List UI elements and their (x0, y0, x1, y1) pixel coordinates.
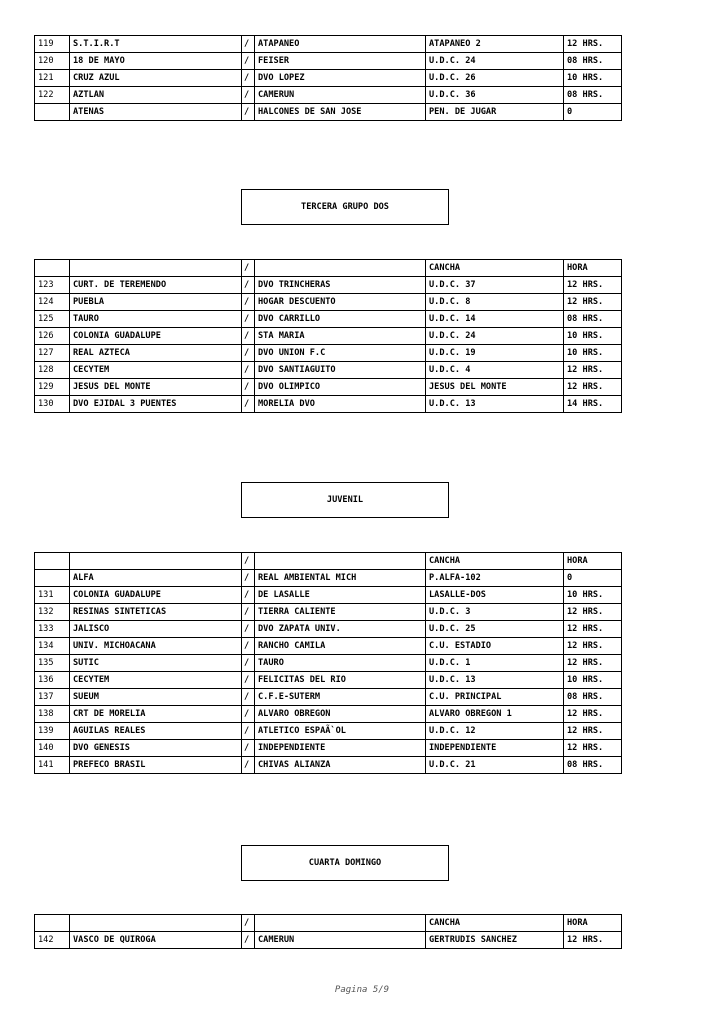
cell-time: 12 HRS. (564, 294, 622, 311)
cell-num (35, 570, 70, 587)
cell-num: 135 (35, 655, 70, 672)
cell-num: 130 (35, 396, 70, 413)
cell-sep: / (242, 915, 255, 932)
cell-time: 08 HRS. (564, 87, 622, 104)
section-title-juvenil: JUVENIL (241, 482, 449, 518)
cell-num: 133 (35, 621, 70, 638)
cell-num: 120 (35, 53, 70, 70)
cell-num: 121 (35, 70, 70, 87)
table-row (35, 638, 622, 655)
cell-num: 128 (35, 362, 70, 379)
cell-sep: / (242, 672, 255, 689)
cell-sep: / (242, 638, 255, 655)
cell-away: RANCHO CAMILA (255, 638, 426, 655)
cell-field: INDEPENDIENTE (426, 740, 564, 757)
table-row (35, 604, 622, 621)
cell-time: 08 HRS. (564, 311, 622, 328)
table-row (35, 621, 622, 638)
cell-sep: / (242, 706, 255, 723)
cell-field: GERTRUDIS SANCHEZ (426, 932, 564, 949)
cell-time: 08 HRS. (564, 757, 622, 774)
cell-away: ATAPANEO (255, 36, 426, 53)
cell-away: CHIVAS ALIANZA (255, 757, 426, 774)
cell-home: DVO GENESIS (70, 740, 242, 757)
cell-home: REAL AZTECA (70, 345, 242, 362)
cell-field: LASALLE-DOS (426, 587, 564, 604)
cell-sep: / (242, 655, 255, 672)
cell-away: DVO OLIMPICO (255, 379, 426, 396)
cell-away: TIERRA CALIENTE (255, 604, 426, 621)
cell-home (70, 553, 242, 570)
fixtures-table-continued (34, 35, 622, 121)
cell-home: JALISCO (70, 621, 242, 638)
table-row (35, 757, 622, 774)
table-row (35, 87, 622, 104)
table-row (35, 53, 622, 70)
cell-home: AZTLAN (70, 87, 242, 104)
cell-home (70, 915, 242, 932)
table-header-row (35, 260, 622, 277)
cell-home: TAURO (70, 311, 242, 328)
cell-num: 132 (35, 604, 70, 621)
cell-time: 12 HRS. (564, 604, 622, 621)
cell-num: 125 (35, 311, 70, 328)
cell-num (35, 260, 70, 277)
cell-away: DVO UNION F.C (255, 345, 426, 362)
cell-time: 12 HRS. (564, 723, 622, 740)
cell-field: U.D.C. 13 (426, 396, 564, 413)
cell-time: 10 HRS. (564, 345, 622, 362)
cell-field: U.D.C. 1 (426, 655, 564, 672)
cell-away: STA MARIA (255, 328, 426, 345)
table-row (35, 672, 622, 689)
cell-home: ALFA (70, 570, 242, 587)
cell-home: S.T.I.R.T (70, 36, 242, 53)
cell-field: U.D.C. 21 (426, 757, 564, 774)
cell-home: 18 DE MAYO (70, 53, 242, 70)
cell-time: 12 HRS. (564, 379, 622, 396)
cell-away: DVO CARRILLO (255, 311, 426, 328)
cell-away: DVO SANTIAGUITO (255, 362, 426, 379)
table-row (35, 396, 622, 413)
cell-home: SUTIC (70, 655, 242, 672)
table-row (35, 379, 622, 396)
cell-field: U.D.C. 24 (426, 53, 564, 70)
cell-time: 10 HRS. (564, 587, 622, 604)
cell-home: CECYTEM (70, 362, 242, 379)
section-title-tercera-grupo-dos: TERCERA GRUPO DOS (241, 189, 449, 225)
cell-time: 10 HRS. (564, 328, 622, 345)
cell-num: 127 (35, 345, 70, 362)
cell-sep: / (242, 328, 255, 345)
cell-time: HORA (564, 553, 622, 570)
table-row (35, 706, 622, 723)
cell-home: RESINAS SINTETICAS (70, 604, 242, 621)
cell-away: REAL AMBIENTAL MICH (255, 570, 426, 587)
cell-sep: / (242, 553, 255, 570)
cell-field: JESUS DEL MONTE (426, 379, 564, 396)
page-number: Pagina 5/9 (334, 985, 390, 995)
table-row (35, 345, 622, 362)
cell-num: 124 (35, 294, 70, 311)
fixtures-table-cuarta-domingo (34, 914, 622, 949)
cell-time: 12 HRS. (564, 362, 622, 379)
cell-num (35, 104, 70, 121)
cell-field: CANCHA (426, 915, 564, 932)
cell-num: 139 (35, 723, 70, 740)
cell-field: U.D.C. 36 (426, 87, 564, 104)
cell-time: 0 (564, 104, 622, 121)
cell-away: DVO TRINCHERAS (255, 277, 426, 294)
cell-time: 12 HRS. (564, 621, 622, 638)
cell-away: ALVARO OBREGON (255, 706, 426, 723)
cell-time: 10 HRS. (564, 70, 622, 87)
cell-time: 12 HRS. (564, 655, 622, 672)
cell-away: C.F.E-SUTERM (255, 689, 426, 706)
cell-time: 0 (564, 570, 622, 587)
cell-sep: / (242, 740, 255, 757)
cell-home: UNIV. MICHOACANA (70, 638, 242, 655)
table-row (35, 277, 622, 294)
cell-away: ATLETICO ESPAÃ`OL (255, 723, 426, 740)
cell-field: ALVARO OBREGON 1 (426, 706, 564, 723)
cell-num: 142 (35, 932, 70, 949)
section-title-cuarta-domingo: CUARTA DOMINGO (241, 845, 449, 881)
table-row (35, 723, 622, 740)
cell-home: PREFECO BRASIL (70, 757, 242, 774)
cell-field: P.ALFA-102 (426, 570, 564, 587)
cell-field: U.D.C. 3 (426, 604, 564, 621)
cell-num: 131 (35, 587, 70, 604)
cell-home: JESUS DEL MONTE (70, 379, 242, 396)
cell-sep: / (242, 345, 255, 362)
cell-away: FELICITAS DEL RIO (255, 672, 426, 689)
cell-sep: / (242, 294, 255, 311)
cell-away: CAMERUN (255, 87, 426, 104)
cell-field: U.D.C. 19 (426, 345, 564, 362)
cell-num: 122 (35, 87, 70, 104)
cell-away: FEISER (255, 53, 426, 70)
cell-field: U.D.C. 25 (426, 621, 564, 638)
cell-away (255, 915, 426, 932)
cell-home: CECYTEM (70, 672, 242, 689)
cell-time: 12 HRS. (564, 277, 622, 294)
cell-field: C.U. PRINCIPAL (426, 689, 564, 706)
cell-home: VASCO DE QUIROGA (70, 932, 242, 949)
cell-field: U.D.C. 37 (426, 277, 564, 294)
cell-sep: / (242, 587, 255, 604)
cell-home: ATENAS (70, 104, 242, 121)
cell-sep: / (242, 362, 255, 379)
table-row (35, 362, 622, 379)
cell-field: U.D.C. 13 (426, 672, 564, 689)
table-row (35, 328, 622, 345)
cell-num: 138 (35, 706, 70, 723)
fixtures-table-tercera-grupo-dos (34, 259, 622, 413)
cell-time: 14 HRS. (564, 396, 622, 413)
cell-home: PUEBLA (70, 294, 242, 311)
cell-away (255, 260, 426, 277)
fixtures-table-juvenil (34, 552, 622, 774)
table-row (35, 587, 622, 604)
cell-time: 12 HRS. (564, 36, 622, 53)
cell-home: SUEUM (70, 689, 242, 706)
cell-field: U.D.C. 26 (426, 70, 564, 87)
cell-num (35, 553, 70, 570)
table-row (35, 689, 622, 706)
cell-sep: / (242, 570, 255, 587)
cell-sep: / (242, 621, 255, 638)
cell-sep: / (242, 104, 255, 121)
cell-sep: / (242, 723, 255, 740)
cell-away: MORELIA DVO (255, 396, 426, 413)
cell-away: CAMERUN (255, 932, 426, 949)
cell-away: HALCONES DE SAN JOSE (255, 104, 426, 121)
cell-away: HOGAR DESCUENTO (255, 294, 426, 311)
cell-time: 10 HRS. (564, 672, 622, 689)
table-header-row (35, 553, 622, 570)
table-row (35, 70, 622, 87)
cell-away: DE LASALLE (255, 587, 426, 604)
table-row (35, 570, 622, 587)
table-row (35, 294, 622, 311)
cell-time: 08 HRS. (564, 689, 622, 706)
cell-num: 134 (35, 638, 70, 655)
cell-num: 129 (35, 379, 70, 396)
cell-time: 12 HRS. (564, 638, 622, 655)
cell-field: ATAPANEO 2 (426, 36, 564, 53)
cell-time: HORA (564, 260, 622, 277)
cell-sep: / (242, 87, 255, 104)
cell-away: INDEPENDIENTE (255, 740, 426, 757)
cell-sep: / (242, 757, 255, 774)
cell-sep: / (242, 53, 255, 70)
cell-sep: / (242, 277, 255, 294)
cell-sep: / (242, 379, 255, 396)
cell-sep: / (242, 932, 255, 949)
cell-away (255, 553, 426, 570)
cell-field: U.D.C. 14 (426, 311, 564, 328)
cell-time: 12 HRS. (564, 740, 622, 757)
cell-time: 08 HRS. (564, 53, 622, 70)
table-row (35, 36, 622, 53)
table-row (35, 311, 622, 328)
cell-home (70, 260, 242, 277)
cell-field: C.U. ESTADIO (426, 638, 564, 655)
cell-home: CRT DE MORELIA (70, 706, 242, 723)
cell-field: CANCHA (426, 260, 564, 277)
cell-field: PEN. DE JUGAR (426, 104, 564, 121)
cell-num: 136 (35, 672, 70, 689)
cell-sep: / (242, 689, 255, 706)
cell-home: DVO EJIDAL 3 PUENTES (70, 396, 242, 413)
cell-field: U.D.C. 4 (426, 362, 564, 379)
table-header-row (35, 915, 622, 932)
cell-sep: / (242, 36, 255, 53)
cell-num: 141 (35, 757, 70, 774)
cell-away: DVO LOPEZ (255, 70, 426, 87)
cell-time: 12 HRS. (564, 706, 622, 723)
cell-field: CANCHA (426, 553, 564, 570)
cell-num: 119 (35, 36, 70, 53)
table-row (35, 104, 622, 121)
cell-time: HORA (564, 915, 622, 932)
cell-sep: / (242, 396, 255, 413)
table-row (35, 740, 622, 757)
cell-home: CRUZ AZUL (70, 70, 242, 87)
cell-home: COLONIA GUADALUPE (70, 328, 242, 345)
cell-away: DVO ZAPATA UNIV. (255, 621, 426, 638)
cell-home: AGUILAS REALES (70, 723, 242, 740)
cell-field: U.D.C. 24 (426, 328, 564, 345)
cell-time: 12 HRS. (564, 932, 622, 949)
table-row (35, 655, 622, 672)
cell-away: TAURO (255, 655, 426, 672)
cell-home: COLONIA GUADALUPE (70, 587, 242, 604)
cell-field: U.D.C. 12 (426, 723, 564, 740)
cell-num (35, 915, 70, 932)
cell-num: 137 (35, 689, 70, 706)
cell-home: CURT. DE TEREMENDO (70, 277, 242, 294)
cell-num: 123 (35, 277, 70, 294)
cell-sep: / (242, 260, 255, 277)
cell-num: 140 (35, 740, 70, 757)
cell-field: U.D.C. 8 (426, 294, 564, 311)
cell-sep: / (242, 311, 255, 328)
cell-sep: / (242, 604, 255, 621)
cell-sep: / (242, 70, 255, 87)
cell-num: 126 (35, 328, 70, 345)
table-row (35, 932, 622, 949)
